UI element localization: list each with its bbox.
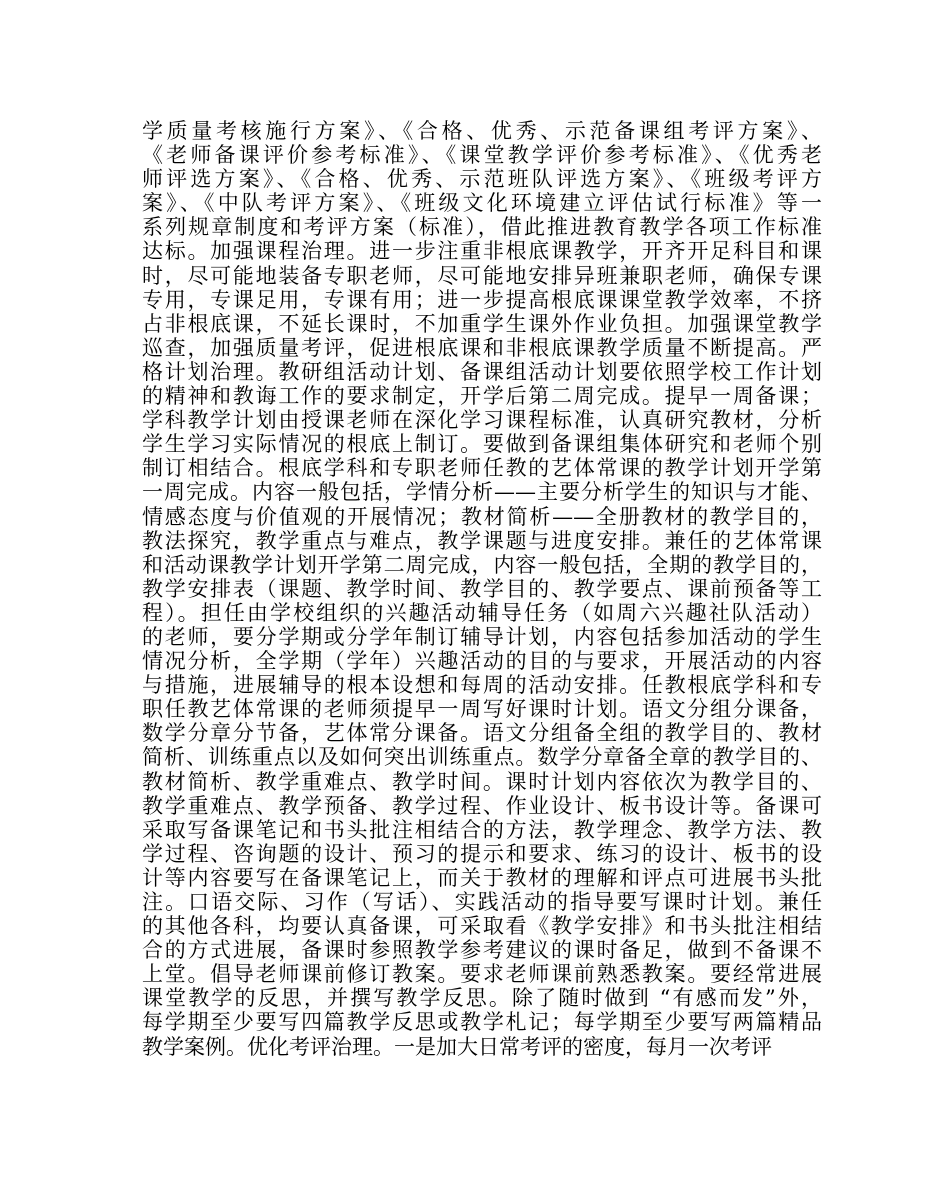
text-line: 学过程、咨询题的设计、预习的提示和要求、练习的设计、板书的设 [142,841,822,866]
text-line: 的老师，要分学期或分学年制订辅导计划，内容包括参加活动的学生 [142,624,822,649]
text-line: 合的方式进展，备课时参照教学参考建议的课时备足，做到不备课不 [142,938,822,963]
text-line: 案》、《中队考评方案》、《班级文化环境建立评估试行标准》等一 [142,191,822,216]
text-line: 教材简析、教学重难点、教学时间。课时计划内容依次为教学目的、 [142,769,822,794]
text-line: 学科教学计划由授课老师在深化学习课程标准，认真研究教材，分析 [142,408,822,433]
text-line: 学质量考核施行方案》、《合格、优秀、示范备课组考评方案》、 [142,119,822,143]
text-line: 巡查，加强质量考评，促进根底课和非根底课教学质量不断提高。严 [142,335,822,360]
text-line: 情况分析，全学期（学年）兴趣活动的目的与要求，开展活动的内容 [142,649,822,674]
text-line: 教学重难点、教学预备、教学过程、作业设计、板书设计等。备课可 [142,793,822,818]
text-line: 《老师备课评价参考标准》、《课堂教学评价参考标准》、《优秀老 [142,143,822,168]
text-line: 程）。担任由学校组织的兴趣活动辅导任务（如周六兴趣社队活动） [142,600,822,625]
text-line: 师评选方案》、《合格、优秀、示范班队评选方案》、《班级考评方 [142,167,822,192]
text-line: 计等内容要写在备课笔记上，而关于教材的理解和评点可进展书头批 [142,865,822,890]
text-line: 教法探究，教学重点与难点，教学课题与进度安排。兼任的艺体常课 [142,528,822,553]
text-line: 和活动课教学计划开学第二周完成，内容一般包括，全期的教学目的， [142,552,822,577]
text-line: 学生学习实际情况的根底上制订。要做到备课组集体研究和老师个别 [142,432,822,457]
text-line: 占非根底课，不延长课时，不加重学生课外作业负担。加强课堂教学 [142,311,822,336]
text-line: 一周完成。内容一般包括，学情分析——主要分析学生的知识与才能、 [142,480,822,505]
text-line: 注。口语交际、习作（写话）、实践活动的指导要写课时计划。兼任 [142,890,822,914]
text-line: 职任教艺体常课的老师须提早一周写好课时计划。语文分组分课备， [142,697,822,722]
text-line: 的精神和教诲工作的要求制定，开学后第二周完成。提早一周备课； [142,384,822,409]
text-line: 教学安排表（课题、教学时间、教学目的、教学要点、课前预备等工 [142,576,822,601]
text-line: 情感态度与价值观的开展情况；教材简析——全册教材的教学目的， [142,504,822,529]
text-line: 每学期至少要写四篇教学反思或教学札记；每学期至少要写两篇精品 [142,1010,822,1035]
text-line: 采取写备课笔记和书头批注相结合的方法，教学理念、教学方法、教 [142,817,822,842]
text-line: 上堂。倡导老师课前修订教案。要求老师课前熟悉教案。要经常进展 [142,962,822,987]
body-text [142,119,822,1059]
text-line: 达标。加强课程治理。进一步注重非根底课教学，开齐开足科目和课 [142,239,822,264]
text-line: 数学分章分节备，艺体常分课备。语文分组备全组的教学目的、教材 [142,721,822,746]
text-line: 的其他各科，均要认真备课，可采取看《教学安排》和书头批注相结 [142,914,822,939]
text-line: 与措施，进展辅导的根本设想和每周的活动安排。任教根底学科和专 [142,673,822,698]
text-line: 教学案例。优化考评治理。一是加大日常考评的密度，每月一次考评 [142,1034,772,1059]
text-line: 时，尽可能地装备专职老师，尽可能地安排异班兼职老师，确保专课 [142,263,822,288]
text-line: 课堂教学的反思，并撰写教学反思。除了随时做到 “有感而发”外， [142,986,822,1011]
text-line: 专用，专课足用，专课有用；进一步提高根底课课堂教学效率，不挤 [142,287,822,312]
text-line: 制订相结合。根底学科和专职老师任教的艺体常课的教学计划开学第 [142,456,822,481]
text-line: 简析、训练重点以及如何突出训练重点。数学分章备全章的教学目的、 [142,745,822,770]
text-line: 格计划治理。教研组活动计划、备课组活动计划要依照学校工作计划 [142,359,822,384]
text-line: 系列规章制度和考评方案（标准），借此推进教育教学各项工作标准 [142,215,822,240]
